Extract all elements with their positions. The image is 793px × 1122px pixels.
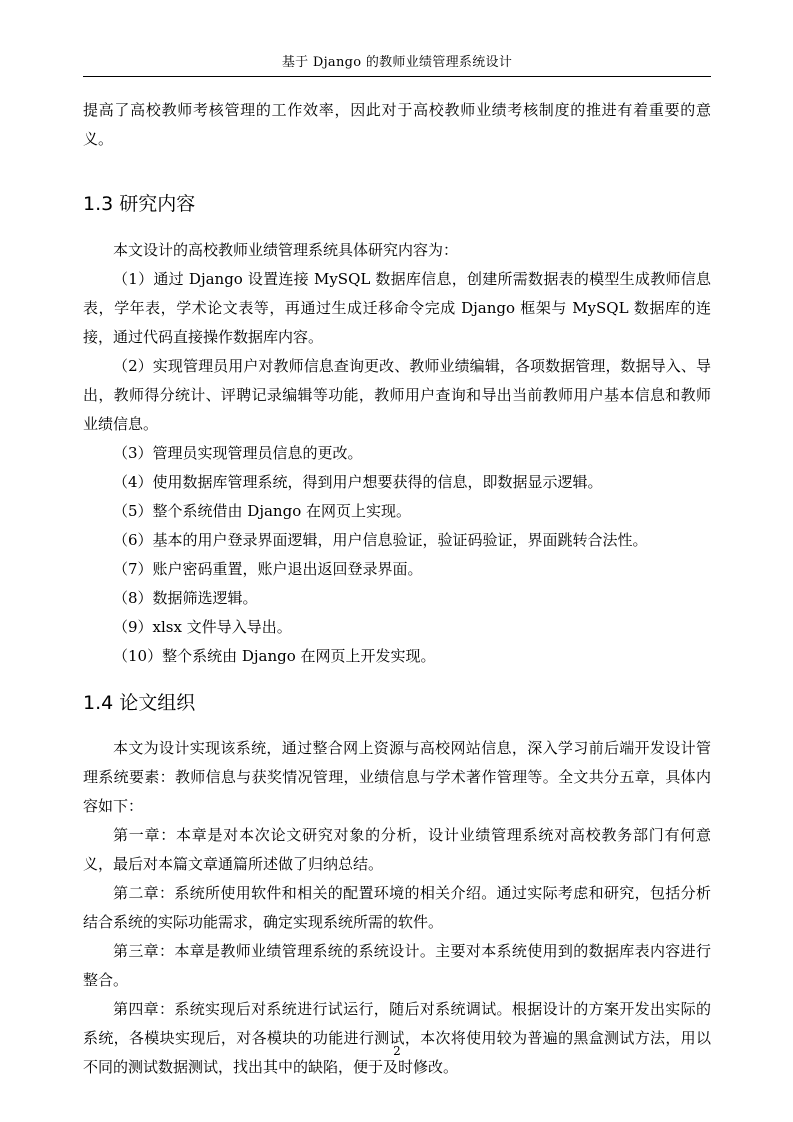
section-heading-1-4: 1.4 论文组织	[83, 692, 196, 714]
research-item-9: （9）xlsx 文件导入导出。	[113, 618, 292, 636]
page-number: 2	[393, 1044, 401, 1058]
research-item-4: （4）使用数据库管理系统，得到用户想要获得的信息，即数据显示逻辑。	[113, 473, 603, 491]
research-item-1: （1）通过 Django 设置连接 MySQL 数据库信息，创建所需数据表的模型生成教师信息表，学年表，学术论文表等，再通过生成迁移命令完成 Django 框架与 MySQL 数据库的连接，通过代码直接操作数据库内容。	[83, 270, 711, 346]
research-item-2: （2）实现管理员用户对教师信息查询更改、教师业绩编辑，各项数据管理，数据导入、导出，教师得分统计、评聘记录编辑等功能，教师用户查询和导出当前教师用户基本信息和教师业绩信息。	[83, 357, 711, 433]
research-item-6: （6）基本的用户登录界面逻辑，用户信息验证，验证码验证，界面跳转合法性。	[113, 531, 648, 549]
research-item-5: （5）整个系统借由 Django 在网页上实现。	[113, 502, 411, 520]
research-item-8: （8）数据筛选逻辑。	[113, 589, 258, 607]
research-item-3: （3）管理员实现管理员信息的更改。	[113, 444, 363, 462]
section-heading-1-3: 1.3 研究内容	[83, 193, 196, 215]
section-1-3-lead: 本文设计的高校教师业绩管理系统具体研究内容为：	[113, 241, 459, 259]
chapter-1-summary: 第一章：本章是对本次论文研究对象的分析，设计业绩管理系统对高校教务部门有何意义，最后对本篇文章通篇所述做了归纳总结。	[83, 826, 711, 873]
intro-paragraph: 提高了高校教师考核管理的工作效率，因此对于高校教师业绩考核制度的推进有着重要的意义。	[83, 101, 711, 148]
page-header: 基于 Django 的教师业绩管理系统设计	[281, 55, 513, 70]
chapter-3-summary: 第三章：本章是教师业绩管理系统的系统设计。主要对本系统使用到的数据库表内容进行整合。	[83, 942, 711, 989]
chapter-2-summary: 第二章：系统所使用软件和相关的配置环境的相关介绍。通过实际考虑和研究，包括分析结合系统的实际功能需求，确定实现系统所需的软件。	[83, 884, 711, 931]
research-item-7: （7）账户密码重置，账户退出返回登录界面。	[113, 560, 423, 578]
research-item-10: （10）整个系统由 Django 在网页上开发实现。	[113, 647, 436, 665]
header-divider	[83, 76, 711, 77]
page-content	[83, 96, 711, 1082]
organization-paragraph-intro: 本文为设计实现该系统，通过整合网上资源与高校网站信息，深入学习前后端开发设计管理系统要素：教师信息与获奖情况管理，业绩信息与学术著作管理等。全文共分五章，具体内容如下：	[83, 739, 711, 815]
chapter-4-summary: 第四章：系统实现后对系统进行试运行，随后对系统调试。根据设计的方案开发出实际的系统，各模块实现后，对各模块的功能进行测试，本次将使用较为普遍的黑盒测试方法，用以不同的测试数据测试，找出其中的缺陷，便于及时修改。	[83, 1000, 711, 1076]
